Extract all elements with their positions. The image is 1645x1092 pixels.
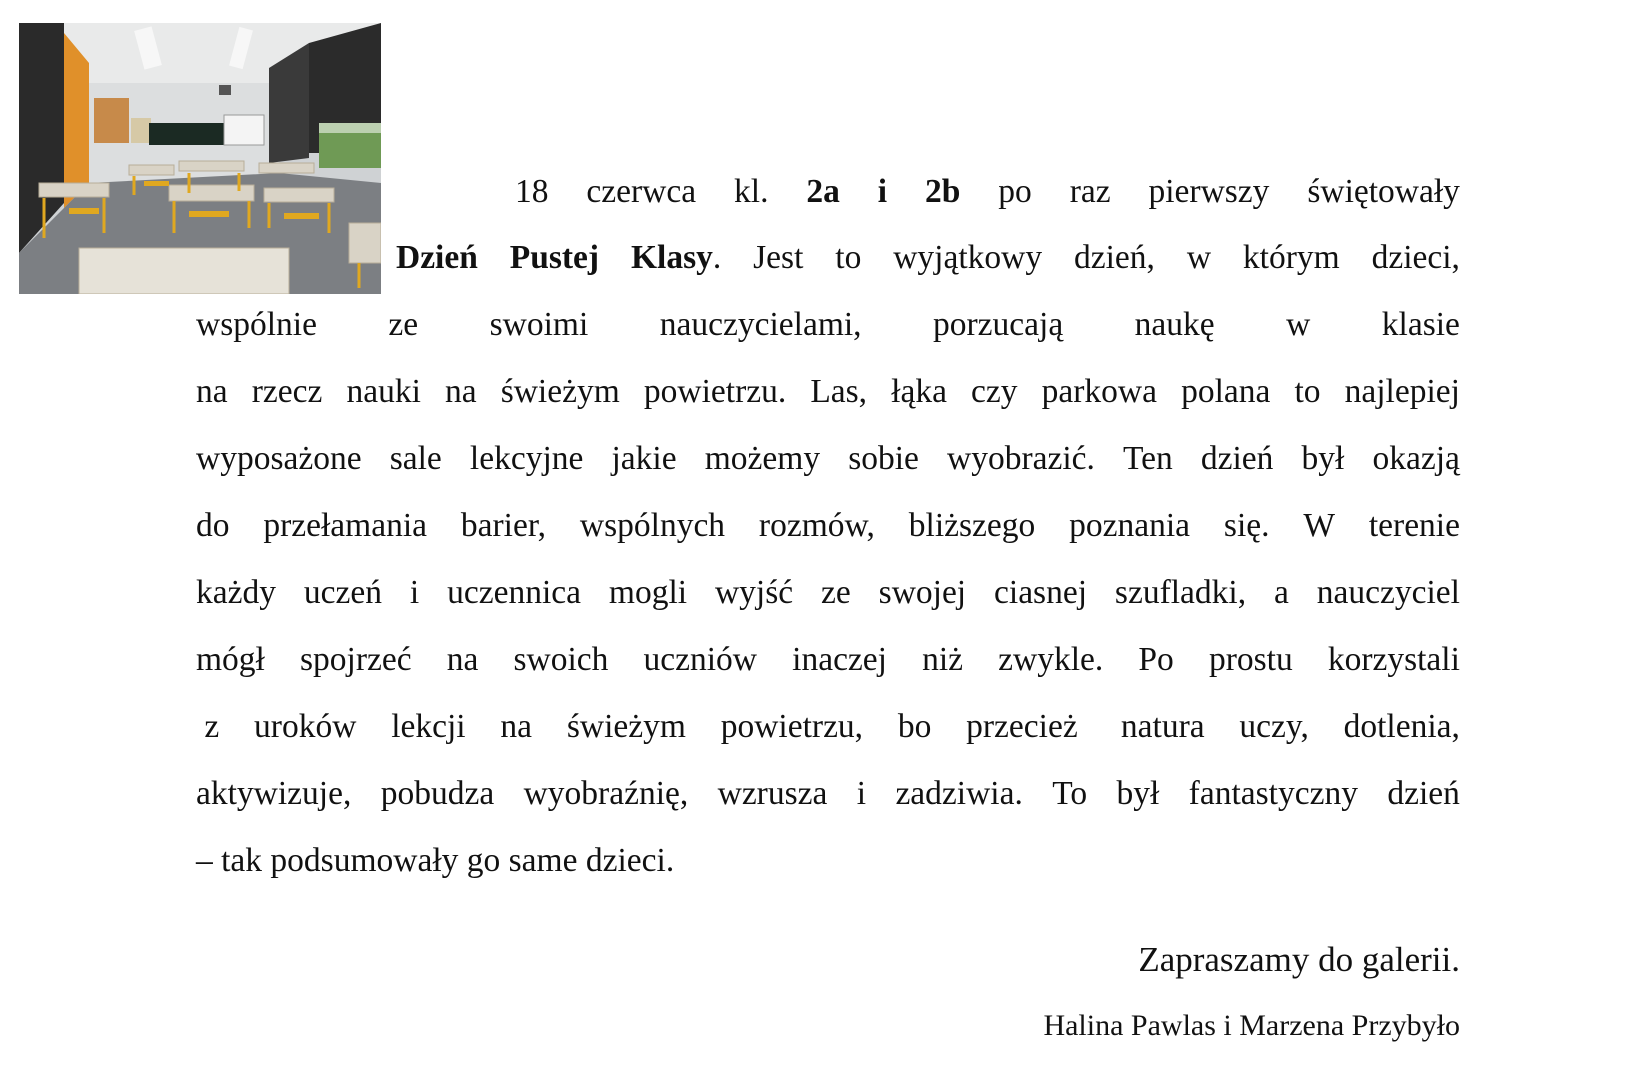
- word: okazją: [1372, 440, 1460, 477]
- word: na: [444, 373, 477, 410]
- word: a: [1273, 574, 1289, 611]
- paragraph-line-9: [196, 707, 1460, 747]
- paragraph-line-8: [196, 640, 1460, 680]
- word: szufladki,: [1114, 574, 1247, 611]
- paragraph-line-1: [515, 172, 1460, 212]
- word: był: [1116, 775, 1160, 812]
- word: naukę: [1134, 306, 1215, 343]
- word: swoimi: [489, 306, 589, 343]
- word: lekcji: [391, 708, 466, 745]
- word: na: [500, 708, 533, 745]
- word: wyposażone: [196, 440, 362, 477]
- word: dzień,: [1074, 239, 1155, 276]
- word: 18: [515, 173, 549, 210]
- word: spojrzeć: [300, 641, 412, 678]
- word: inaczej: [792, 641, 887, 678]
- word: przecież: [966, 708, 1087, 745]
- word: najlepiej: [1344, 373, 1460, 410]
- word: wzrusza: [717, 775, 828, 812]
- word: niż: [922, 641, 964, 678]
- word: na: [446, 641, 479, 678]
- word: uczy,: [1239, 708, 1309, 745]
- word: parkowa: [1041, 373, 1157, 410]
- word: jakie: [611, 440, 677, 477]
- word: to: [835, 239, 862, 276]
- word: świeżym: [500, 373, 620, 410]
- word: polana: [1181, 373, 1271, 410]
- word: 2b: [924, 173, 961, 210]
- paragraph-line-5: [196, 439, 1460, 479]
- word: korzystali: [1327, 641, 1460, 678]
- paragraph-line-2: [396, 238, 1460, 278]
- word: i: [877, 173, 888, 210]
- word: dzień: [1387, 775, 1460, 812]
- word: W: [1303, 507, 1335, 544]
- word: na: [196, 373, 228, 410]
- paragraph-line-7: [196, 573, 1460, 613]
- word: barier,: [460, 507, 547, 544]
- word: uczennica: [447, 574, 581, 611]
- word: wyobrazić.: [947, 440, 1095, 477]
- word: mogli: [608, 574, 688, 611]
- word: w: [1186, 239, 1212, 276]
- word: Las,: [810, 373, 868, 410]
- word: uroków: [254, 708, 357, 745]
- word: nauki: [346, 373, 421, 410]
- word: łąka: [891, 373, 947, 410]
- word: sobie: [848, 440, 919, 477]
- word: klasie: [1381, 306, 1460, 343]
- word: powietrzu,: [720, 708, 864, 745]
- word: nauczycielami,: [659, 306, 862, 343]
- word: bliższego: [908, 507, 1036, 544]
- word: do: [196, 507, 230, 544]
- word: rzecz: [251, 373, 323, 410]
- word: Dzień: [396, 239, 478, 276]
- word: bo: [897, 708, 932, 745]
- word: lekcyjne: [469, 440, 584, 477]
- word: Pustej: [509, 239, 600, 276]
- word: wyjątkowy: [893, 239, 1043, 276]
- word: dzieci,: [1371, 239, 1460, 276]
- word: ze: [821, 574, 851, 611]
- paragraph-line-6: [196, 506, 1460, 546]
- paragraph-line-10: [196, 774, 1460, 814]
- classroom-photo: [19, 23, 381, 294]
- word: dotlenia,: [1343, 708, 1460, 745]
- word: pierwszy: [1148, 173, 1270, 210]
- word: swoich: [513, 641, 609, 678]
- word: uczniów: [643, 641, 758, 678]
- word: czy: [971, 373, 1018, 410]
- word: raz: [1069, 173, 1111, 210]
- word: i: [856, 775, 867, 812]
- word: zwykle.: [998, 641, 1104, 678]
- authors-signature: Halina Pawlas i Marzena Przybyło: [1043, 1009, 1460, 1042]
- word: był: [1301, 440, 1345, 477]
- word: pobudza: [380, 775, 495, 812]
- word: się.: [1223, 507, 1270, 544]
- word: to: [1294, 373, 1321, 410]
- word: przełamania: [263, 507, 428, 544]
- word: Ten: [1123, 440, 1173, 477]
- word: powietrzu.: [643, 373, 787, 410]
- word: i: [409, 574, 420, 611]
- word: uczeń: [303, 574, 382, 611]
- word: świętowały: [1307, 173, 1460, 210]
- word: Klasy.: [630, 239, 722, 276]
- paragraph-line-11: – tak podsumowały go same dzieci.: [196, 842, 675, 879]
- word: fantastyczny: [1188, 775, 1358, 812]
- word: dzień: [1200, 440, 1274, 477]
- word: czerwca: [586, 173, 697, 210]
- word: wspólnie: [196, 306, 317, 343]
- word: wspólnych: [579, 507, 726, 544]
- paragraph-line-3: [196, 305, 1460, 345]
- word: wyjść: [714, 574, 794, 611]
- paragraph-line-4: [196, 372, 1460, 412]
- word: możemy: [704, 440, 821, 477]
- word: porzucają: [933, 306, 1064, 343]
- gallery-invitation: Zapraszamy do galerii.: [1138, 940, 1460, 979]
- word: To: [1052, 775, 1088, 812]
- word: wyobraźnię,: [523, 775, 689, 812]
- word: swojej: [878, 574, 967, 611]
- word: którym: [1242, 239, 1340, 276]
- word: w: [1286, 306, 1311, 343]
- word: zadziwia.: [895, 775, 1023, 812]
- word: ze: [388, 306, 419, 343]
- word: aktywizuje,: [196, 775, 352, 812]
- word: natura: [1120, 708, 1205, 745]
- word: sale: [389, 440, 442, 477]
- word: świeżym: [566, 708, 686, 745]
- word: ciasnej: [994, 574, 1088, 611]
- word: nauczyciel: [1316, 574, 1460, 611]
- word: każdy: [196, 574, 276, 611]
- word: Po: [1138, 641, 1174, 678]
- word: rozmów,: [758, 507, 875, 544]
- word: z: [196, 708, 220, 745]
- word: po: [998, 173, 1032, 210]
- word: 2a: [806, 173, 840, 210]
- word: mógł: [196, 641, 265, 678]
- word: Jest: [753, 239, 804, 276]
- word: kl.: [734, 173, 769, 210]
- word: terenie: [1368, 507, 1460, 544]
- word: prostu: [1208, 641, 1293, 678]
- word: poznania: [1069, 507, 1191, 544]
